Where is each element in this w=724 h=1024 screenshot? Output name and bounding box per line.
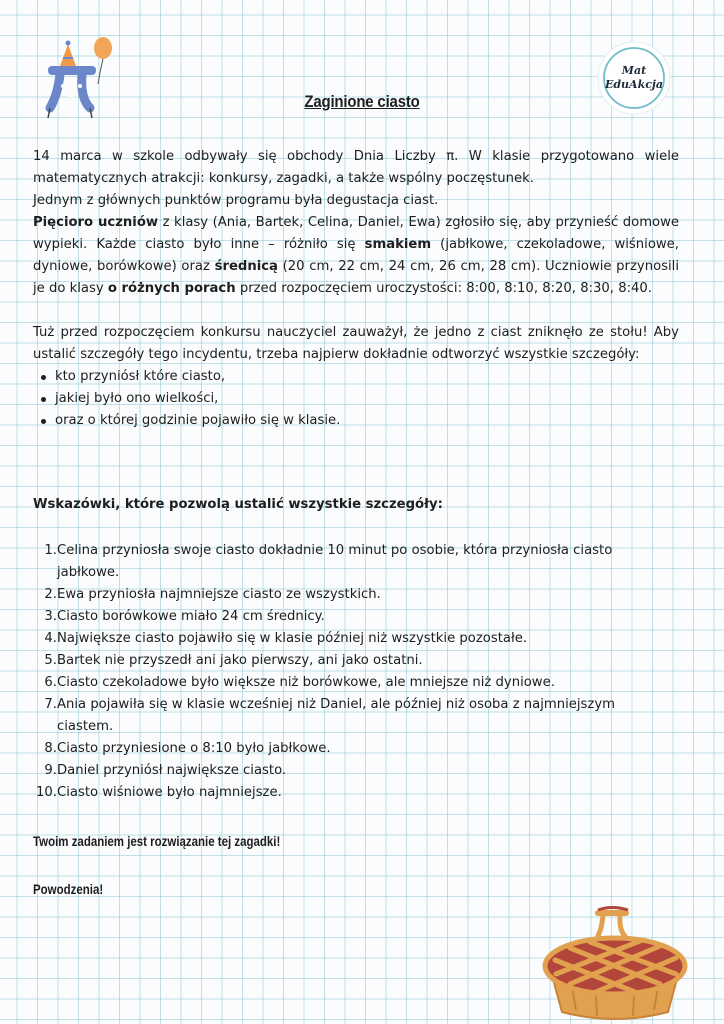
clue-item — [33, 760, 633, 782]
clue-number: 8. — [44, 741, 57, 756]
clue-number: 1. — [44, 543, 57, 558]
list-item: jakiej było ono wielkości, — [55, 388, 679, 410]
clue-number: 10. — [36, 785, 57, 800]
clue-item — [33, 650, 633, 672]
clue-text: Bartek nie przyszedł ani jako pierwszy, ani jako ostatni. — [57, 653, 423, 668]
clue-text: Największe ciasto pojawiło się w klasie później niż wszystkie pozostałe. — [57, 631, 528, 646]
intro-text — [33, 146, 679, 432]
intro-paragraph-4: Tuż przed rozpoczęciem konkursu nauczyciel zauważył, że jedno z ciast zniknęło ze stołu! Aby ustalić szczegóły tego incydentu, trzeba najpierw dokładnie odtworzyć wszystkie szczegóły: — [33, 325, 679, 362]
intro-paragraph-3 — [33, 212, 679, 300]
clue-item — [33, 540, 633, 584]
clue-number: 2. — [44, 587, 57, 602]
task-statement: Twoim zadaniem jest rozwiązanie tej zagadki! — [33, 833, 281, 849]
clue-item — [33, 628, 633, 650]
intro-text-segment: z klasy (Ania, Bartek, Celina, Daniel, Ewa) zgłosiło się, aby przynieść domowe wypieki. Każde ciasto było inne – różniło się — [33, 215, 680, 252]
hints-heading: Wskazówki, które pozwolą ustalić wszystkie szczegóły: — [33, 497, 443, 512]
good-luck-text: Powodzenia! — [33, 881, 104, 897]
clue-text: Ewa przyniosła najmniejsze ciasto ze wszystkich. — [57, 587, 381, 602]
clue-item — [33, 584, 633, 606]
clues-list — [33, 540, 633, 804]
intro-paragraph-1: 14 marca w szkole odbywały się obchody Dnia Liczby π. W klasie przygotowano wiele matematycznych atrakcji: konkursy, zagadki, a także wspólny poczęstunek. — [33, 149, 679, 186]
clue-item — [33, 694, 633, 738]
clue-item — [33, 782, 633, 804]
clue-item — [33, 606, 633, 628]
intro-text-segment: przed rozpoczęciem uroczystości: 8:00, 8:10, 8:20, 8:30, 8:40. — [235, 281, 652, 296]
intro-paragraph-2: Jednym z głównych punktów programu była degustacja ciast. — [33, 193, 439, 208]
bold-taste: smakiem — [364, 237, 432, 252]
list-item: kto przyniósł które ciasto, — [55, 366, 679, 388]
clue-number: 3. — [44, 609, 57, 624]
intro-text-segment: (jabłkowe, czekoladowe, wiśniowe, dyniowe, borówkowe) oraz — [33, 237, 679, 274]
bold-diameter: średnicą — [214, 259, 278, 274]
bold-different-times: o różnych porach — [107, 281, 236, 296]
clue-text: Ciasto wiśniowe było najmniejsze. — [57, 785, 282, 800]
brand-line2: EduAkcja — [604, 78, 664, 91]
clue-number: 6. — [44, 675, 57, 690]
clue-number: 7. — [44, 697, 57, 712]
clue-item — [33, 672, 633, 694]
clue-text: Celina przyniosła swoje ciasto dokładnie 10 minut po osobie, która przyniosła ciasto jabłkowe. — [57, 543, 613, 580]
clue-number: 9. — [44, 763, 57, 778]
details-list — [33, 366, 679, 432]
list-item: oraz o której godzinie pojawiło się w klasie. — [55, 410, 679, 432]
clue-text: Ciasto przyniesione o 8:10 było jabłkowe. — [57, 741, 331, 756]
page-title: Zaginione ciasto — [304, 92, 420, 111]
clue-text: Daniel przyniósł największe ciasto. — [57, 763, 287, 778]
clue-number: 4. — [44, 631, 57, 646]
bold-five-students: Pięcioro uczniów — [33, 215, 159, 230]
clue-text: Ciasto czekoladowe było większe niż borówkowe, ale mniejsze niż dyniowe. — [57, 675, 555, 690]
clue-text: Ciasto borówkowe miało 24 cm średnicy. — [57, 609, 325, 624]
intro-text-segment: (20 cm, 22 cm, 24 cm, 26 cm, 28 cm). Uczniowie przynosili je do klasy — [33, 259, 679, 296]
pie-icon — [540, 906, 690, 1024]
brand-line1: Mat — [621, 64, 647, 77]
clue-text: Ania pojawiła się w klasie wcześniej niż Daniel, ale później niż osoba z najmniejszym ciastem. — [57, 697, 615, 734]
clue-number: 5. — [44, 653, 57, 668]
clue-item — [33, 738, 633, 760]
